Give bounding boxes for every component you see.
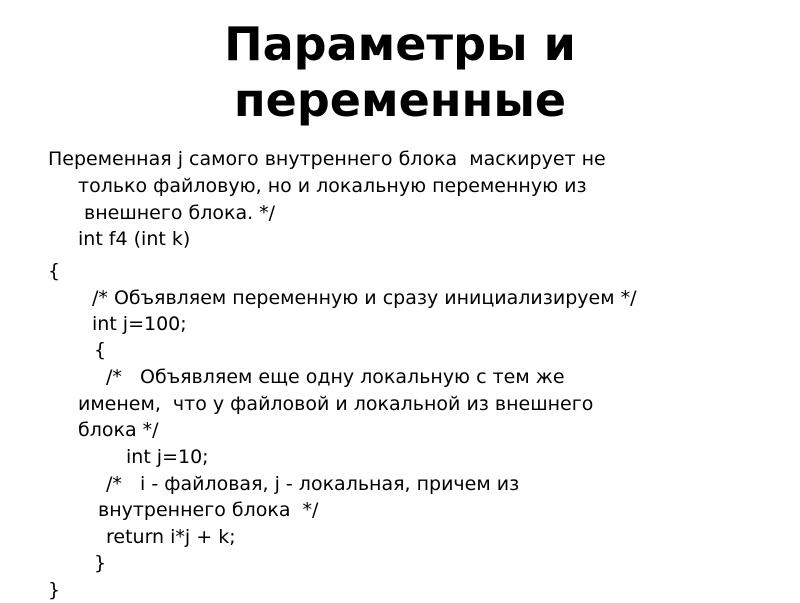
body-line-2: только файловую, но и локальную переменную из [78,175,587,197]
code-line-comment-3b: внутреннего блока */ [98,499,319,521]
code-line-inner-close-brace: } [94,552,107,574]
slide-title-line-2: переменные [233,73,567,127]
code-line-comment-2b: именем, что у файловой и локальной из внешнего [78,393,594,415]
code-line-signature: int f4 (int k) [78,228,191,250]
body-line-3: внешнего блока. */ [78,202,276,224]
code-line-return: return i*j + k; [106,526,236,548]
code-line-comment-3a: /* i - файловая, j - локальная, причем из [106,473,520,495]
code-line-int-j-100: int j=100; [92,313,187,335]
slide-title-line-1: Параметры и [224,17,576,71]
code-line-open-brace: { [48,260,61,282]
slide-title [0,16,800,128]
code-line-close-brace: } [48,579,61,601]
code-line-comment-1: /* Объявляем переменную и сразу инициализируем */ [92,287,637,309]
code-line-inner-open-brace: { [94,339,107,361]
body-line-1: Переменная j самого внутреннего блока маскирует не [48,148,606,170]
code-line-comment-2c: блока */ [78,419,159,441]
code-line-int-j-10: int j=10; [126,446,209,468]
code-line-comment-2a: /* Объявляем еще одну локальную с тем же [106,366,565,388]
